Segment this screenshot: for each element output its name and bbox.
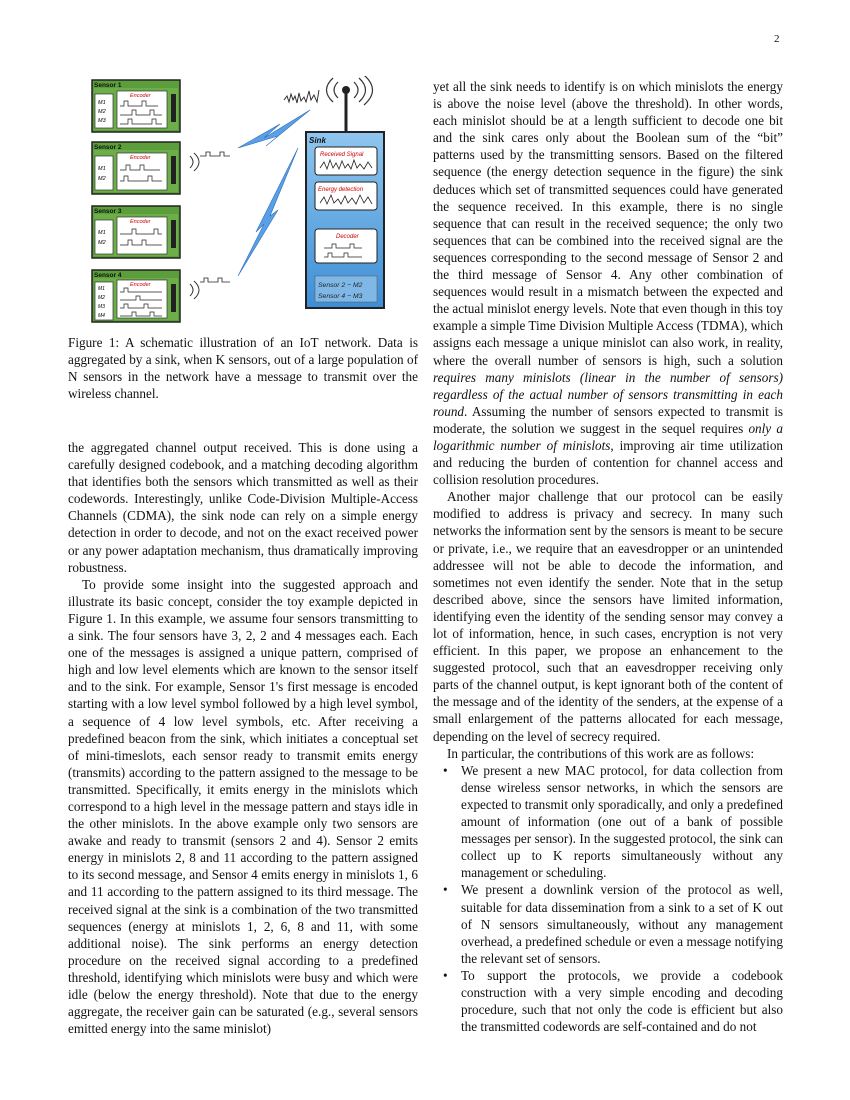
- encoder-label: Encoder: [130, 93, 151, 99]
- left-column: [68, 439, 418, 1037]
- text-run: yet all the sink needs to identify is on which minislots the energy is above the noise level (above the threshold). In other words, each minislot should be at a length sufficient to decode one bit and the sink cares only about the Boolean sum of the “bit” patterns used by the transmitting sensors. Based on the filtered sequence (the energy detection sequence in the figure) the sink deduces which set of transmitted sequences could have generated the sequence received. In this example, there is no single sequence that can result in the received sequence; the only two sequences that can be combined into the received signal are the sequences corresponding to the second message of Sensor 2 and the third message of Sensor 4. Any other combination of sequences would result in a mismatch between the expected and the actual minislot energy levels. Note that even though in this toy example a simple Time Division Multiple Access (TDMA), which assigns each message a unique minislot can also work, in reality, where the overall number of sensors is high, such a solution: [433, 79, 783, 368]
- contributions-list: [433, 762, 783, 1036]
- message-m2: M2: [98, 176, 106, 182]
- encoder-label: Encoder: [130, 155, 151, 161]
- emphasis-text: requires many minislots (linear in the number of sensors) regardless of the actual number of sensors transmitting in each round: [433, 369, 783, 419]
- paragraph: In particular, the contributions of this work are as follows:: [447, 745, 755, 761]
- message-m1: M1: [98, 286, 105, 292]
- message-m3: M3: [98, 118, 106, 124]
- sensor-board-3: [92, 206, 180, 258]
- decoder-label: Decoder: [336, 234, 359, 240]
- list-item: • We present a new MAC protocol, for data collection from dense wireless sensor networks, in which the sensors are expected to transmit only sporadically, and only a predefined amount of information (one out of a bank of possible messages per sensor). In the suggested protocol, the sink can collect up to K reports simultaneously without any management or scheduling.: [461, 762, 783, 882]
- sensor-label: Sensor 2: [94, 144, 122, 151]
- right-column: [433, 78, 783, 1035]
- figure-iot-network: [88, 76, 388, 328]
- page-number: 2: [774, 33, 780, 45]
- emphasis-text: only a logarithmic number of minislots: [433, 420, 783, 453]
- text-run: . Assuming the number of sensors expected to transmit is moderate, the solution we suggest in the sequel requires: [433, 403, 783, 436]
- message-m2: M2: [98, 295, 105, 301]
- text-run: , improving air time utilization and reducing the burden of contention for channel access and collision resolution procedures.: [433, 437, 784, 488]
- sink-label: Sink: [309, 136, 326, 145]
- message-m2: M2: [98, 240, 106, 246]
- message-m3: M3: [98, 304, 105, 310]
- sensor2-transmission: [200, 152, 230, 156]
- encoder-label: Encoder: [130, 282, 151, 288]
- figure-caption: Figure 1: A schematic illustration of an IoT network. Data is aggregated by a sink, when K sensors, out of a large population of N sensors in the network have a message to transmit over the wireless channel.: [68, 335, 418, 402]
- message-m2: M2: [98, 109, 106, 115]
- received-noise-waveform: [284, 90, 319, 103]
- message-m1: M1: [98, 166, 106, 172]
- paragraph: [433, 78, 783, 488]
- lightning-bolt-lower: [238, 148, 298, 276]
- message-m1: M1: [98, 100, 106, 106]
- paragraph: To provide some insight into the suggested approach and illustrate its basic concept, consider the toy example depicted in Figure 1. In this example, we assume four sensors transmitting to a sink. The four sensors have 3, 2, 2 and 4 messages each. Each one of the messages is assigned a unique pattern, comprised of high and low level elements which are known to the sensor itself and to the sink. For example, Sensor 1's first message is encoded starting with a low level symbol followed by a high level symbol, a sequence of 4 low level symbols, etc. After receiving a predefined beacon from the sink, which initiates a conceptual set of mini-timeslots, each sensor ready to transmit emits energy (transmits) according to the pattern assigned to the message to be transmitted. Specifically, it emits energy in the minislots which correspond to a high level in the message pattern and stays idle in the other minislots. In the above example only two sensors are awake and ready to transmit (sensors 2 and 4). Sensor 2 emits energy in minislots 2, 8 and 11 according to the pattern assigned to its second message, and Sensor 4 emits energy in minislots 1, 6 and 11 according to the pattern assigned to its third message. The received signal at the sink is a combination of the two transmitted sequences (energy at minislots 1, 2, 6, 8 and 11, with some additional noise). The sink performs an energy detection procedure on the received signal according to a predefined threshold, identifying which minislots were busy and which were idle (below the energy threshold). Note that due to the energy aggregate, the receiver gain can be saturated (e.g., several sensors emitted energy into the same minislot): [68, 576, 418, 1037]
- lightning-bolt-upper: [238, 110, 310, 148]
- received-signal-label: Received Signal: [320, 152, 364, 158]
- list-item: • We present a downlink version of the protocol as well, suitable for data dissemination from a sink to a set of K out of N sensors simultaneously, without any management overhead, a predefined schedule or even a message notifying the relevant set of sensors.: [461, 881, 783, 966]
- list-item: • To support the protocols, we provide a codebook construction with a very simple encoding and decoding procedure, such that not only the code is efficient but also the transmitted codewords are self-contained and do not: [461, 967, 783, 1035]
- sensor-label: Sensor 4: [94, 272, 122, 279]
- message-m1: M1: [98, 230, 106, 236]
- sensor-board-2: [92, 142, 199, 194]
- sensor4-transmission: [200, 278, 230, 282]
- sensor-board-4: [92, 270, 199, 322]
- encoder-label: Encoder: [130, 219, 151, 225]
- energy-detection-label: Energy detection: [318, 187, 364, 193]
- sensor-label: Sensor 1: [94, 82, 122, 89]
- sensor-label: Sensor 3: [94, 208, 122, 215]
- paragraph: the aggregated channel output received. This is done using a carefully designed codebook, and a matching decoding algorithm that identifies both the sensors which transmitted as well as their codewords. Interestingly, unlike Code-Division Multiple-Access Channels (CDMA), the sink node can rely on a simple energy detection in order to decode, and not on the exact received power or any power adaptation mechanism, thus dramatically improving robustness.: [68, 440, 418, 575]
- message-m4: M4: [98, 313, 105, 319]
- paragraph: Another major challenge that our protocol can be easily modified to address is privacy and secrecy. In many such networks the information sent by the sensors is meant to be secure or private, i.e., we require that an eavesdropper or an unintended addressee will not be able to decode the information, and sometimes not even identify the sender. Note that in the setup described above, since the sensors have limited information, identifying even the identity of the sending sensor may convey a lot of information, hence, in such cases, encryption is not very efficient. In this paper, we propose an enhancement to the suggested protocol, such that an eavesdropper receiving only parts of the channel output, is kept ignorant both of the content of the message and of the identity of the senders, at the expense of a small enlargement of the patterns allocated for each message, depending on the level of secrecy required.: [433, 489, 783, 744]
- decoded-sensor2: Sensor 2 − M2: [318, 282, 363, 289]
- sensor-board-1: [92, 80, 180, 132]
- decoded-sensor4: Sensor 4 − M3: [318, 293, 363, 300]
- sink-device: [306, 76, 384, 308]
